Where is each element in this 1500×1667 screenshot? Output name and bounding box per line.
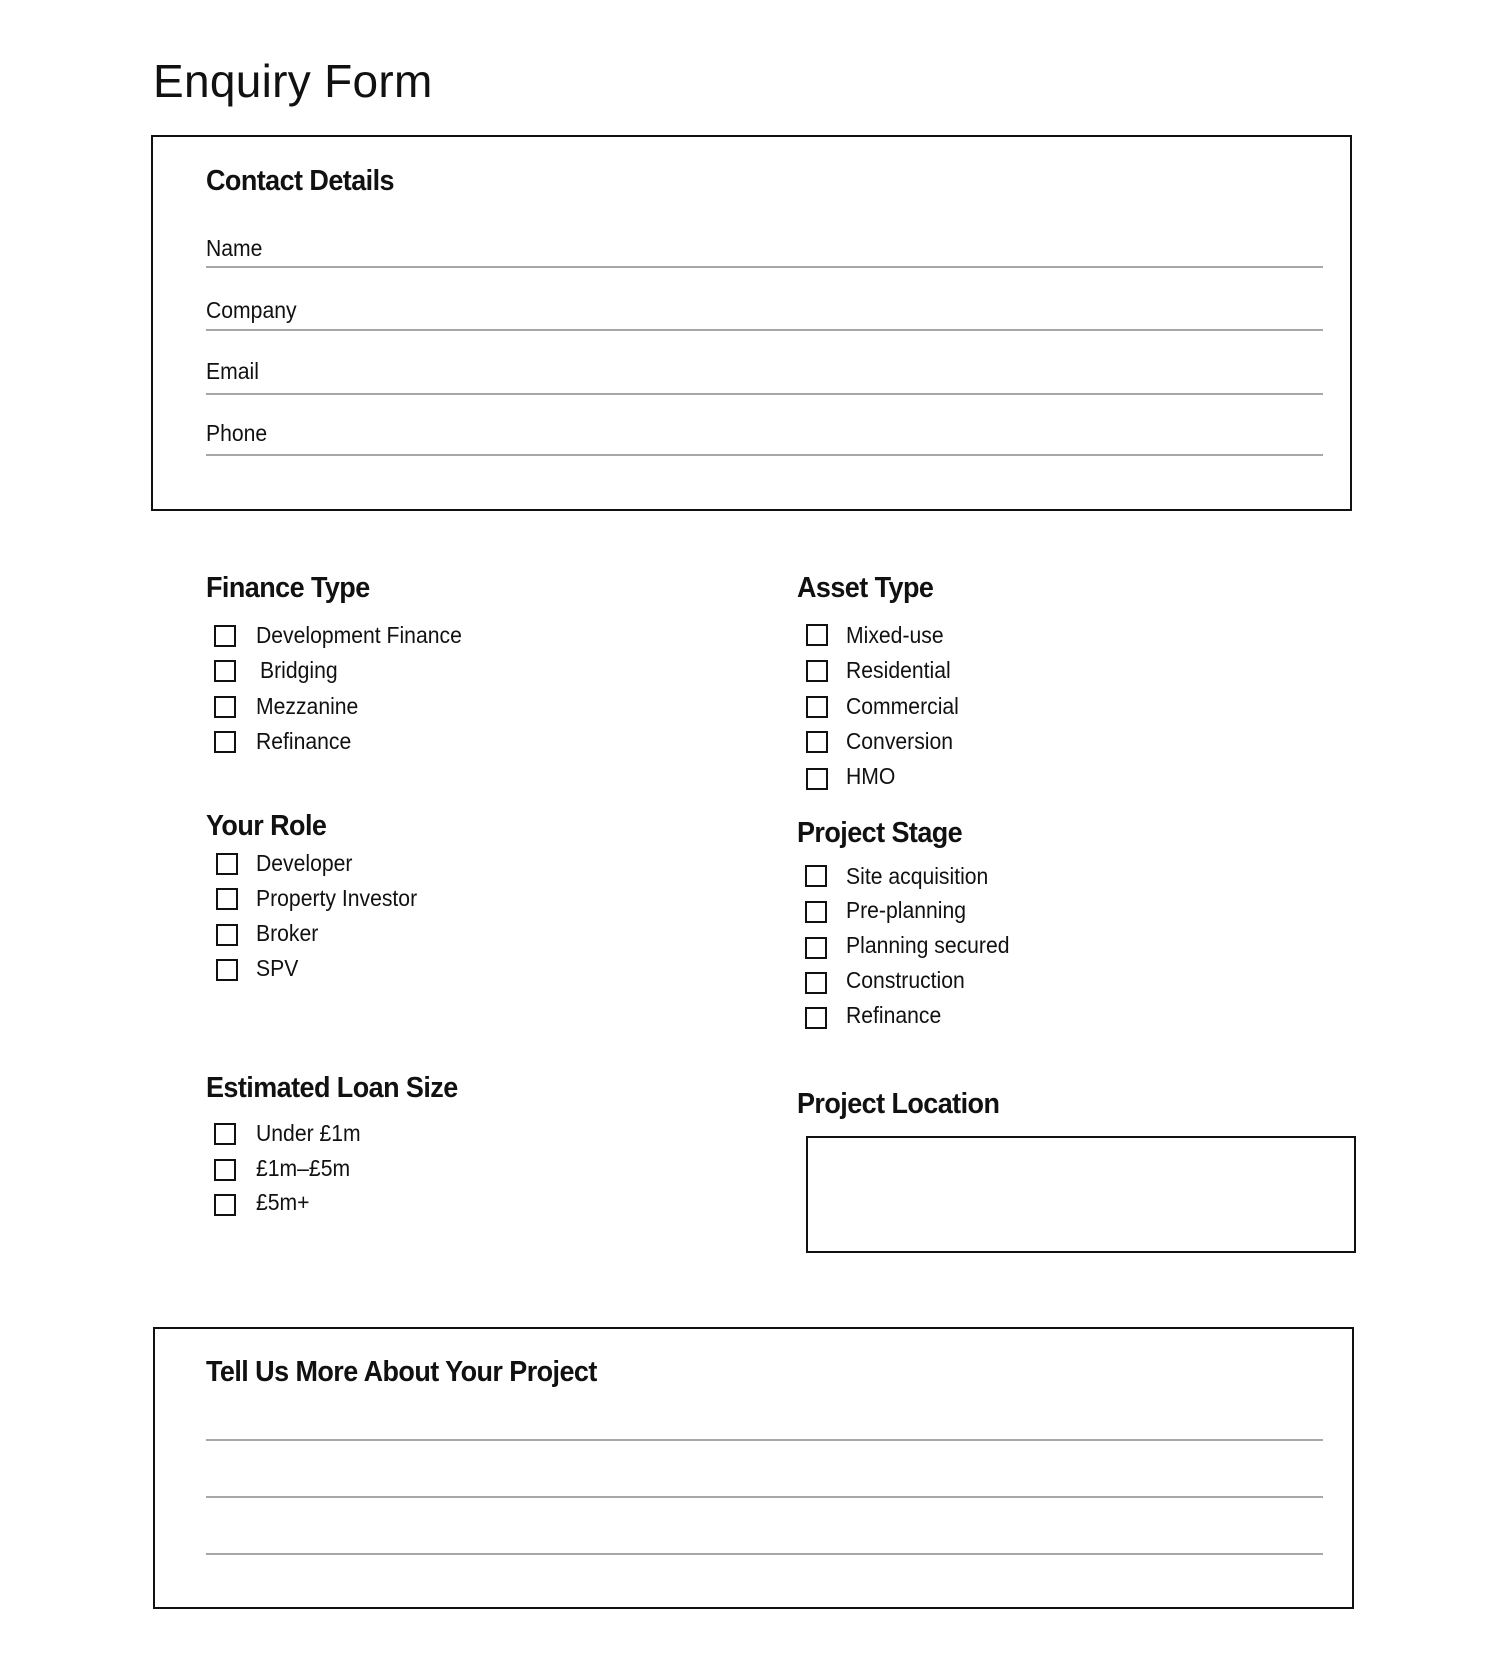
your-role-option-label: Developer [256, 850, 353, 876]
loan-size-heading: Estimated Loan Size [206, 1072, 458, 1104]
asset-type-heading: Asset Type [797, 572, 934, 604]
your-role-spv[interactable] [216, 956, 238, 984]
project-location-input[interactable] [806, 1136, 1356, 1253]
checkbox[interactable] [806, 660, 828, 682]
project-stage-option-label: Planning secured [846, 932, 1010, 958]
asset-type-option-label: Mixed-use [846, 622, 944, 648]
checkbox[interactable] [805, 937, 827, 959]
your-role-broker[interactable] [216, 921, 238, 949]
checkbox[interactable] [214, 696, 236, 718]
email-field[interactable] [206, 393, 1323, 395]
asset-type-mixed-use[interactable] [806, 621, 828, 649]
project-stage-site-acquisition[interactable] [805, 862, 827, 890]
company-label: Company [206, 297, 297, 323]
checkbox[interactable] [214, 1123, 236, 1145]
project-stage-refinance[interactable] [805, 1004, 827, 1032]
checkbox[interactable] [216, 853, 238, 875]
phone-label: Phone [206, 420, 268, 446]
finance-type-option-label: Development Finance [256, 622, 462, 648]
project-details-line[interactable] [206, 1439, 1323, 1441]
checkbox[interactable] [216, 888, 238, 910]
project-stage-option-label: Pre-planning [846, 897, 966, 923]
project-details-heading: Tell Us More About Your Project [206, 1356, 597, 1388]
finance-type-bridging[interactable] [214, 657, 236, 685]
checkbox[interactable] [805, 972, 827, 994]
checkbox[interactable] [806, 731, 828, 753]
checkbox[interactable] [214, 625, 236, 647]
checkbox[interactable] [214, 1194, 236, 1216]
name-label: Name [206, 235, 263, 261]
checkbox[interactable] [216, 924, 238, 946]
project-stage-planning-secured[interactable] [805, 934, 827, 962]
finance-type-mezzanine[interactable] [214, 693, 236, 721]
asset-type-residential[interactable] [806, 657, 828, 685]
phone-field[interactable] [206, 454, 1323, 456]
finance-type-option-label: Mezzanine [256, 693, 359, 719]
checkbox[interactable] [806, 624, 828, 646]
checkbox[interactable] [214, 1159, 236, 1181]
asset-type-conversion[interactable] [806, 728, 828, 756]
checkbox[interactable] [214, 660, 236, 682]
finance-type-heading: Finance Type [206, 572, 370, 604]
checkbox[interactable] [805, 901, 827, 923]
project-stage-option-label: Construction [846, 967, 965, 993]
loan-size-under-1m[interactable] [214, 1120, 236, 1148]
asset-type-option-label: Commercial [846, 693, 959, 719]
your-role-option-label: Broker [256, 920, 319, 946]
finance-type-option-label: Refinance [256, 728, 352, 754]
asset-type-commercial[interactable] [806, 693, 828, 721]
loan-size-5m-plus[interactable] [214, 1191, 236, 1219]
loan-size-option-label: £5m+ [256, 1189, 310, 1215]
checkbox[interactable] [216, 959, 238, 981]
checkbox[interactable] [214, 731, 236, 753]
your-role-option-label: SPV [256, 955, 299, 981]
asset-type-option-label: Residential [846, 657, 951, 683]
project-stage-construction[interactable] [805, 969, 827, 997]
finance-type-development-finance[interactable] [214, 622, 236, 650]
email-label: Email [206, 358, 259, 384]
project-details-line[interactable] [206, 1496, 1323, 1498]
asset-type-option-label: HMO [846, 763, 896, 789]
name-field[interactable] [206, 266, 1323, 268]
your-role-heading: Your Role [206, 810, 327, 842]
your-role-option-label: Property Investor [256, 885, 418, 911]
company-field[interactable] [206, 329, 1323, 331]
project-stage-heading: Project Stage [797, 817, 963, 849]
checkbox[interactable] [806, 696, 828, 718]
loan-size-option-label: £1m–£5m [256, 1155, 351, 1181]
finance-type-option-label: Bridging [260, 657, 338, 683]
project-stage-option-label: Refinance [846, 1002, 942, 1028]
your-role-developer[interactable] [216, 850, 238, 878]
contact-details-heading: Contact Details [206, 165, 394, 197]
finance-type-refinance[interactable] [214, 728, 236, 756]
your-role-property-investor[interactable] [216, 885, 238, 913]
loan-size-1m-5m[interactable] [214, 1156, 236, 1184]
asset-type-hmo[interactable] [806, 765, 828, 793]
checkbox[interactable] [805, 1007, 827, 1029]
checkbox[interactable] [805, 865, 827, 887]
asset-type-option-label: Conversion [846, 728, 954, 754]
page-title: Enquiry Form [153, 55, 433, 107]
project-stage-option-label: Site acquisition [846, 863, 989, 889]
checkbox[interactable] [806, 768, 828, 790]
project-location-heading: Project Location [797, 1088, 1000, 1120]
project-details-line[interactable] [206, 1553, 1323, 1555]
project-stage-pre-planning[interactable] [805, 898, 827, 926]
loan-size-option-label: Under £1m [256, 1120, 361, 1146]
